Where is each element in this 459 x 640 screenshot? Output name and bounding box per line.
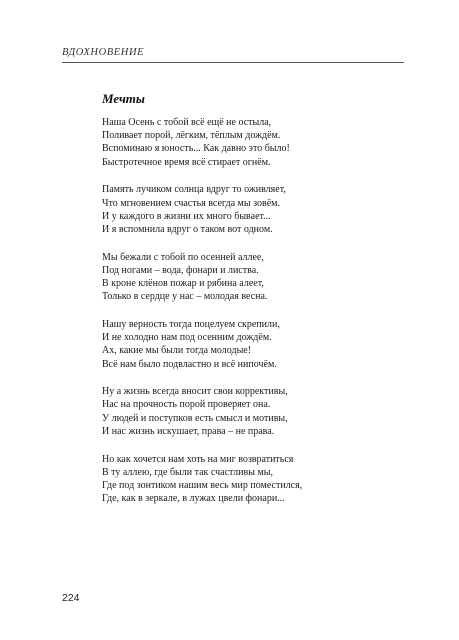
poem-line: Поливает порой, лёгким, тёплым дождём. <box>102 130 281 142</box>
poem-line: Ах, какие мы были тогда молодые! <box>102 345 252 357</box>
poem-line: Быстротечное время всё стирает огнём. <box>102 156 271 168</box>
stanza <box>102 318 412 371</box>
poem-line: Ну а жизнь всегда вносит свои коррективы, <box>102 386 288 398</box>
poem-line: Нашу верность тогда поцелуем скрепили, <box>102 318 280 330</box>
page-number: 224 <box>62 592 80 604</box>
stanza <box>102 251 412 304</box>
poem-line: Всё нам было подвластно и всё нипочём. <box>102 358 277 370</box>
poem-line: У людей и поступков есть смысл и мотивы, <box>102 412 288 424</box>
stanza <box>102 385 412 438</box>
section-header: ВДОХНОВЕНИЕ <box>62 47 145 58</box>
poem-line: Наша Осень с тобой всё ещё не остыла, <box>102 117 272 128</box>
stanza <box>102 183 412 236</box>
poem-line: Где под зонтиком нашим весь мир поместился, <box>102 479 303 491</box>
poem-line: И нас жизнь искушает, права – не права. <box>102 425 275 437</box>
poem-line: Память лучиком солнца вдруг то оживляет, <box>102 184 286 196</box>
stanza <box>102 116 412 169</box>
poem-line: Только в сердце у нас – молодая весна. <box>102 291 268 303</box>
poem-line: Где, как в зеркале, в лужах цвели фонари... <box>102 493 285 505</box>
poem-line: В кроне клёнов пожар и рябина алеет, <box>102 278 264 290</box>
poem-line: Вспоминаю я юность... Как давно это было! <box>102 143 290 155</box>
poem-line: Нас на прочность порой проверяет она. <box>102 399 271 411</box>
poem-title: Мечты <box>102 91 145 106</box>
poem-line: Но как хочется нам хоть на миг возвратиться <box>102 453 294 465</box>
poem-line: И я вспомнила вдруг о таком вот одном. <box>102 223 273 235</box>
header-divider <box>62 62 404 63</box>
poem-line: Мы бежали с тобой по осенней аллее, <box>102 251 264 263</box>
stanza <box>102 453 412 506</box>
poem-line: И не холодно нам под осенним дождём. <box>102 332 272 344</box>
poem-line: Под ногами – вода, фонари и листва. <box>102 264 259 276</box>
poem-line: Что мгновением счастья всегда мы зовём. <box>102 197 280 209</box>
poem-body <box>102 116 412 520</box>
poem-line: В ту аллею, где были так счастливы мы, <box>102 466 273 478</box>
poem-line: И у каждого в жизни их много бывает... <box>102 210 271 222</box>
